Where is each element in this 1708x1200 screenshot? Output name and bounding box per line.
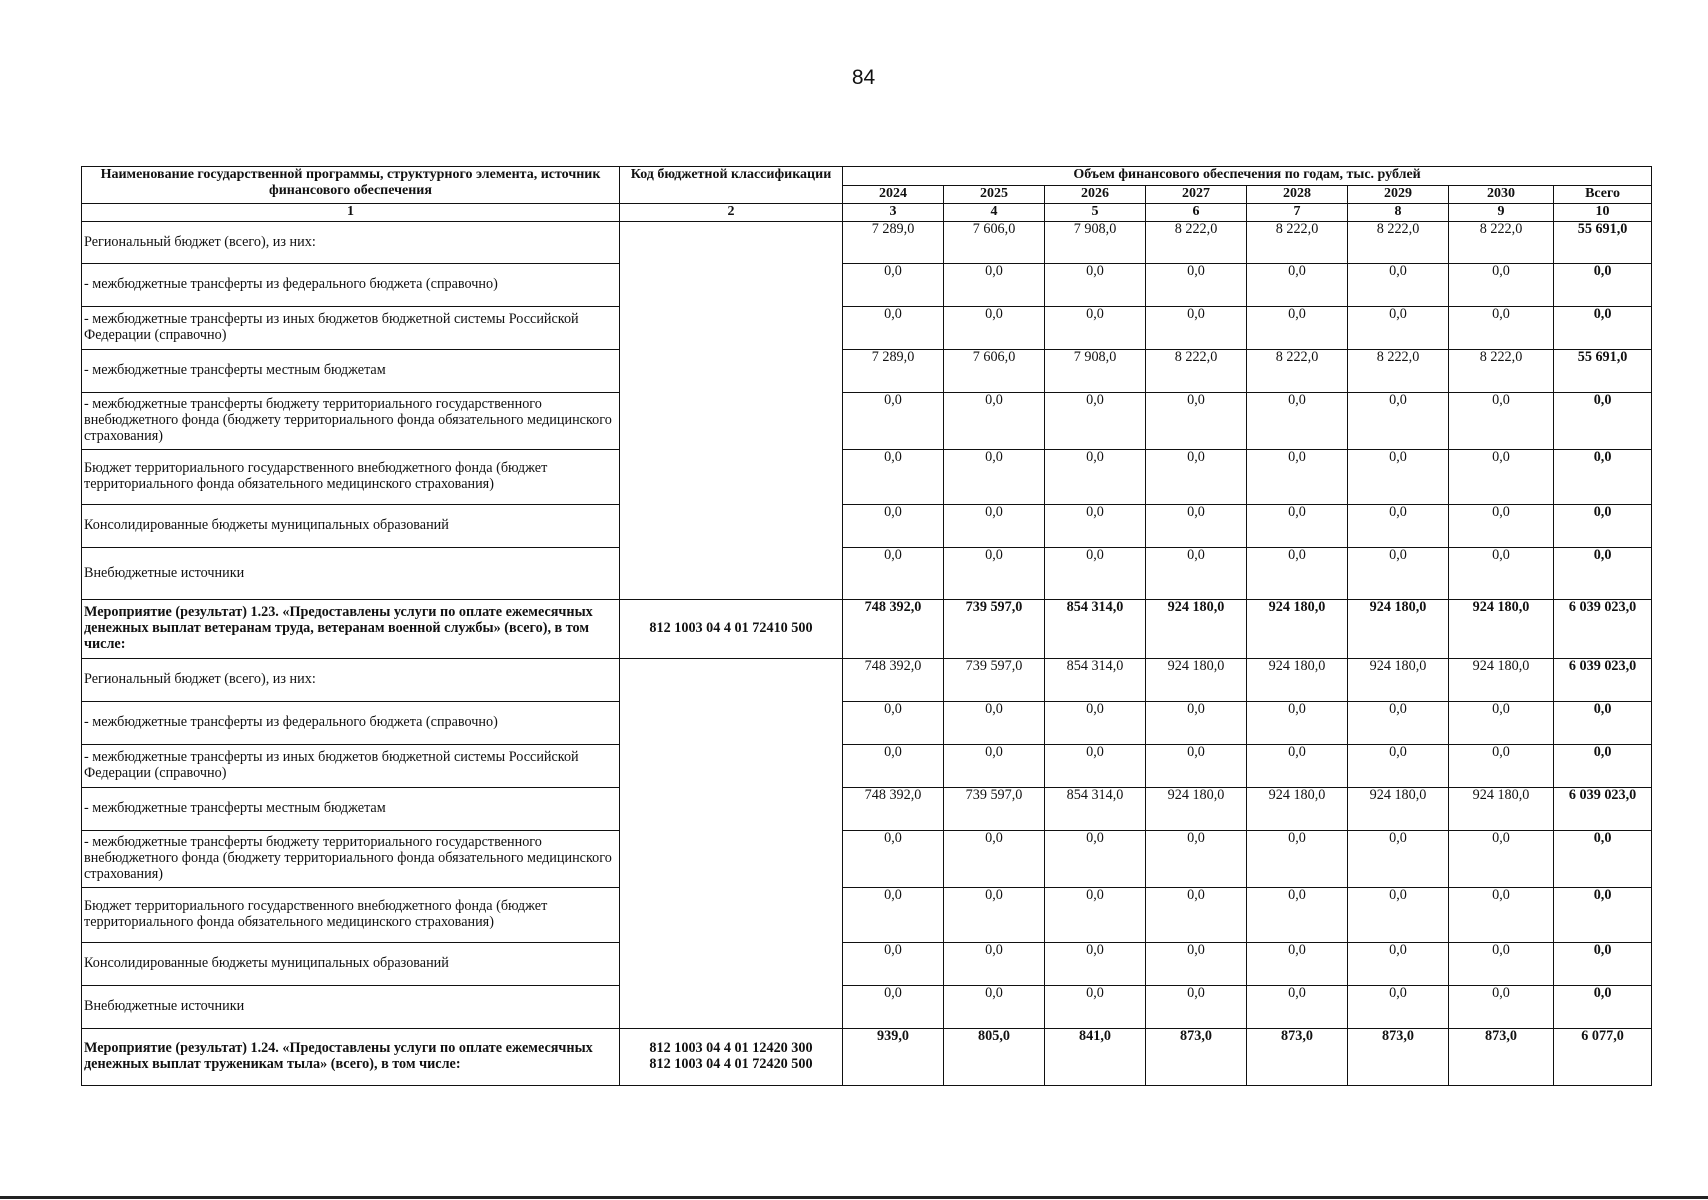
budget-code-line: 812 1003 04 4 01 72410 500: [649, 620, 813, 637]
value-year: 0,0: [1449, 450, 1554, 505]
value-year: 7 289,0: [843, 350, 944, 393]
value-year: 0,0: [1449, 745, 1554, 788]
col-number: 2: [620, 204, 843, 222]
value-year: 924 180,0: [1348, 600, 1449, 659]
col-number: 7: [1247, 204, 1348, 222]
value-year: 0,0: [843, 702, 944, 745]
value-year: 0,0: [1247, 745, 1348, 788]
value-year: 0,0: [843, 888, 944, 943]
table-row: [82, 659, 1652, 702]
value-total: 0,0: [1554, 505, 1652, 548]
value-year: 0,0: [1348, 505, 1449, 548]
row-name: - межбюджетные трансферты из иных бюджетов бюджетной системы Российской Федерации (справочно): [82, 307, 620, 350]
table-row: [82, 393, 1652, 450]
value-year: 0,0: [1247, 264, 1348, 307]
col-number: 1: [82, 204, 620, 222]
value-year: 924 180,0: [1348, 659, 1449, 702]
value-year: 924 180,0: [1348, 788, 1449, 831]
value-year: 0,0: [1449, 943, 1554, 986]
value-year: 873,0: [1348, 1029, 1449, 1086]
row-name: Консолидированные бюджеты муниципальных образований: [82, 505, 620, 548]
value-year: 7 606,0: [944, 222, 1045, 264]
value-year: 0,0: [1449, 393, 1554, 450]
col-number: 3: [843, 204, 944, 222]
header-total: Всего: [1554, 186, 1652, 204]
value-year: 7 606,0: [944, 350, 1045, 393]
value-year: 0,0: [944, 307, 1045, 350]
value-total: 0,0: [1554, 702, 1652, 745]
value-year: 0,0: [1045, 943, 1146, 986]
value-year: 0,0: [843, 505, 944, 548]
value-year: 0,0: [1348, 548, 1449, 600]
value-year: 0,0: [843, 745, 944, 788]
value-total: 6 039 023,0: [1554, 788, 1652, 831]
value-year: 7 289,0: [843, 222, 944, 264]
value-year: 0,0: [1348, 307, 1449, 350]
value-year: 0,0: [1348, 831, 1449, 888]
scan-edge-line: [0, 1196, 1708, 1199]
value-year: 0,0: [1247, 986, 1348, 1029]
value-year: 0,0: [1348, 745, 1449, 788]
value-year: 0,0: [1045, 888, 1146, 943]
value-year: 0,0: [1348, 450, 1449, 505]
row-name: Мероприятие (результат) 1.24. «Предоставлены услуги по оплате ежемесячных денежных выплат труженикам тыла» (всего), в том числе:: [82, 1029, 620, 1086]
header-code: Код бюджетной классификации: [620, 167, 843, 204]
value-year: 0,0: [1247, 450, 1348, 505]
header-year: 2030: [1449, 186, 1554, 204]
value-year: 0,0: [1348, 264, 1449, 307]
table-row: [82, 888, 1652, 943]
value-year: 0,0: [1045, 702, 1146, 745]
header-year: 2027: [1146, 186, 1247, 204]
budget-code-line: 812 1003 04 4 01 12420 300: [649, 1040, 813, 1057]
value-year: 0,0: [1348, 393, 1449, 450]
value-year: 0,0: [1449, 831, 1554, 888]
table-row: [82, 745, 1652, 788]
table-row: [82, 307, 1652, 350]
value-year: 0,0: [1146, 393, 1247, 450]
value-year: 0,0: [843, 264, 944, 307]
value-year: 0,0: [1146, 264, 1247, 307]
table-row-measure: [82, 600, 1652, 659]
value-year: 0,0: [1449, 505, 1554, 548]
table-row: [82, 986, 1652, 1029]
row-name: - межбюджетные трансферты из федерального бюджета (справочно): [82, 702, 620, 745]
header-year: 2029: [1348, 186, 1449, 204]
value-year: 0,0: [843, 943, 944, 986]
value-total: 6 077,0: [1554, 1029, 1652, 1086]
budget-code: [620, 600, 843, 659]
col-number: 8: [1348, 204, 1449, 222]
value-year: 841,0: [1045, 1029, 1146, 1086]
value-year: 0,0: [1449, 264, 1554, 307]
value-total: 0,0: [1554, 943, 1652, 986]
value-year: 0,0: [1348, 986, 1449, 1029]
row-name: Региональный бюджет (всего), из них:: [82, 659, 620, 702]
row-name: Бюджет территориального государственного внебюджетного фонда (бюджет территориального фонда обязательного медицинского страхования): [82, 888, 620, 943]
value-total: 0,0: [1554, 548, 1652, 600]
budget-table: [81, 166, 1652, 1086]
value-year: 0,0: [944, 745, 1045, 788]
value-year: 0,0: [1449, 307, 1554, 350]
value-year: 873,0: [1146, 1029, 1247, 1086]
value-total: 0,0: [1554, 745, 1652, 788]
value-year: 924 180,0: [1247, 788, 1348, 831]
value-year: 0,0: [1146, 745, 1247, 788]
value-year: 924 180,0: [1247, 659, 1348, 702]
value-year: 0,0: [1045, 450, 1146, 505]
row-name: Бюджет территориального государственного внебюджетного фонда (бюджет территориального фонда обязательного медицинского страхования): [82, 450, 620, 505]
value-year: 924 180,0: [1146, 788, 1247, 831]
value-total: 0,0: [1554, 450, 1652, 505]
value-year: 0,0: [1045, 548, 1146, 600]
header-year: 2024: [843, 186, 944, 204]
value-year: 0,0: [1348, 943, 1449, 986]
value-year: 8 222,0: [1146, 350, 1247, 393]
value-year: 0,0: [1045, 745, 1146, 788]
value-year: 8 222,0: [1449, 222, 1554, 264]
value-year: 0,0: [1045, 505, 1146, 548]
value-year: 0,0: [944, 505, 1045, 548]
value-year: 0,0: [944, 831, 1045, 888]
value-year: 924 180,0: [1146, 659, 1247, 702]
value-total: 0,0: [1554, 264, 1652, 307]
value-year: 8 222,0: [1348, 222, 1449, 264]
value-year: 0,0: [1146, 831, 1247, 888]
value-year: 873,0: [1449, 1029, 1554, 1086]
table-row: [82, 350, 1652, 393]
value-total: 0,0: [1554, 831, 1652, 888]
budget-code: [620, 222, 843, 600]
value-year: 8 222,0: [1247, 350, 1348, 393]
row-name: Региональный бюджет (всего), из них:: [82, 222, 620, 264]
row-name: - межбюджетные трансферты из иных бюджетов бюджетной системы Российской Федерации (справочно): [82, 745, 620, 788]
budget-code-line: 812 1003 04 4 01 72420 500: [649, 1056, 813, 1072]
value-year: 0,0: [1247, 548, 1348, 600]
value-year: 924 180,0: [1247, 600, 1348, 659]
value-year: 0,0: [843, 307, 944, 350]
value-year: 0,0: [1045, 307, 1146, 350]
header-year: 2025: [944, 186, 1045, 204]
value-year: 7 908,0: [1045, 350, 1146, 393]
value-year: 0,0: [843, 831, 944, 888]
row-name: Мероприятие (результат) 1.23. «Предоставлены услуги по оплате ежемесячных денежных выплат ветеранам труда, ветеранам военной службы» (всего), в том числе:: [82, 600, 620, 659]
value-year: 0,0: [843, 393, 944, 450]
row-name: - межбюджетные трансферты бюджету территориального государственного внебюджетного фонда (бюджету территориального фонда обязательного медицинского страхования): [82, 393, 620, 450]
value-total: 6 039 023,0: [1554, 659, 1652, 702]
value-year: 0,0: [1146, 702, 1247, 745]
row-name: - межбюджетные трансферты местным бюджетам: [82, 788, 620, 831]
value-year: 748 392,0: [843, 788, 944, 831]
value-year: 0,0: [944, 702, 1045, 745]
value-year: 0,0: [1146, 307, 1247, 350]
col-number: 9: [1449, 204, 1554, 222]
value-year: 0,0: [1247, 505, 1348, 548]
value-year: 0,0: [1247, 393, 1348, 450]
value-year: 0,0: [1247, 943, 1348, 986]
value-total: 6 039 023,0: [1554, 600, 1652, 659]
value-total: 0,0: [1554, 393, 1652, 450]
value-year: 8 222,0: [1247, 222, 1348, 264]
value-year: 8 222,0: [1449, 350, 1554, 393]
value-year: 0,0: [944, 548, 1045, 600]
value-year: 0,0: [1449, 986, 1554, 1029]
table-body: [82, 222, 1652, 1086]
value-year: 0,0: [1045, 393, 1146, 450]
col-number: 5: [1045, 204, 1146, 222]
value-year: 805,0: [944, 1029, 1045, 1086]
table-row: [82, 548, 1652, 600]
value-total: 0,0: [1554, 888, 1652, 943]
budget-code: [620, 1029, 843, 1086]
value-year: 8 222,0: [1348, 350, 1449, 393]
value-total: 0,0: [1554, 986, 1652, 1029]
value-year: 0,0: [1449, 548, 1554, 600]
table-row: [82, 831, 1652, 888]
value-year: 0,0: [1247, 831, 1348, 888]
value-total: 55 691,0: [1554, 222, 1652, 264]
value-year: 939,0: [843, 1029, 944, 1086]
value-year: 0,0: [1247, 307, 1348, 350]
row-name: - межбюджетные трансферты бюджету территориального государственного внебюджетного фонда (бюджету территориального фонда обязательного медицинского страхования): [82, 831, 620, 888]
value-year: 0,0: [1247, 702, 1348, 745]
value-year: 7 908,0: [1045, 222, 1146, 264]
value-total: 0,0: [1554, 307, 1652, 350]
table-row-measure: [82, 1029, 1652, 1086]
row-name: - межбюджетные трансферты местным бюджетам: [82, 350, 620, 393]
value-year: 854 314,0: [1045, 788, 1146, 831]
value-year: 0,0: [1045, 264, 1146, 307]
table-row: [82, 264, 1652, 307]
value-year: 0,0: [944, 888, 1045, 943]
value-year: 748 392,0: [843, 600, 944, 659]
value-year: 739 597,0: [944, 600, 1045, 659]
budget-code: [620, 659, 843, 1029]
value-year: 0,0: [944, 393, 1045, 450]
page-number: 84: [851, 66, 876, 89]
value-year: 924 180,0: [1449, 788, 1554, 831]
value-year: 873,0: [1247, 1029, 1348, 1086]
value-total: 55 691,0: [1554, 350, 1652, 393]
header-row-1: [82, 167, 1652, 186]
value-year: 0,0: [1045, 986, 1146, 1029]
value-year: 0,0: [1146, 450, 1247, 505]
row-name: - межбюджетные трансферты из федерального бюджета (справочно): [82, 264, 620, 307]
value-year: 854 314,0: [1045, 659, 1146, 702]
value-year: 748 392,0: [843, 659, 944, 702]
value-year: 739 597,0: [944, 659, 1045, 702]
value-year: 0,0: [843, 548, 944, 600]
row-name: Внебюджетные источники: [82, 548, 620, 600]
value-year: 0,0: [944, 264, 1045, 307]
row-name: Внебюджетные источники: [82, 986, 620, 1029]
value-year: 0,0: [1045, 831, 1146, 888]
value-year: 0,0: [1146, 986, 1247, 1029]
table-row: [82, 450, 1652, 505]
value-year: 924 180,0: [1146, 600, 1247, 659]
value-year: 0,0: [843, 450, 944, 505]
value-year: 854 314,0: [1045, 600, 1146, 659]
value-year: 0,0: [944, 986, 1045, 1029]
header-volume: Объем финансового обеспечения по годам, тыс. рублей: [843, 167, 1652, 186]
header-year: 2026: [1045, 186, 1146, 204]
value-year: 0,0: [1146, 888, 1247, 943]
value-year: 739 597,0: [944, 788, 1045, 831]
header-name: Наименование государственной программы, структурного элемента, источник финансового обеспечения: [82, 167, 620, 204]
table-row: [82, 788, 1652, 831]
header-row-numbers: [82, 204, 1652, 222]
row-name: Консолидированные бюджеты муниципальных образований: [82, 943, 620, 986]
col-number: 10: [1554, 204, 1652, 222]
col-number: 6: [1146, 204, 1247, 222]
value-year: 0,0: [843, 986, 944, 1029]
table-row: [82, 943, 1652, 986]
value-year: 8 222,0: [1146, 222, 1247, 264]
value-year: 0,0: [1146, 548, 1247, 600]
value-year: 0,0: [944, 943, 1045, 986]
value-year: 0,0: [1449, 702, 1554, 745]
value-year: 0,0: [1348, 888, 1449, 943]
value-year: 0,0: [1146, 943, 1247, 986]
value-year: 924 180,0: [1449, 600, 1554, 659]
value-year: 0,0: [1247, 888, 1348, 943]
value-year: 0,0: [944, 450, 1045, 505]
col-number: 4: [944, 204, 1045, 222]
value-year: 0,0: [1146, 505, 1247, 548]
value-year: 0,0: [1348, 702, 1449, 745]
table-row: [82, 702, 1652, 745]
table-row: [82, 222, 1652, 264]
value-year: 0,0: [1449, 888, 1554, 943]
table-row: [82, 505, 1652, 548]
header-year: 2028: [1247, 186, 1348, 204]
value-year: 924 180,0: [1449, 659, 1554, 702]
